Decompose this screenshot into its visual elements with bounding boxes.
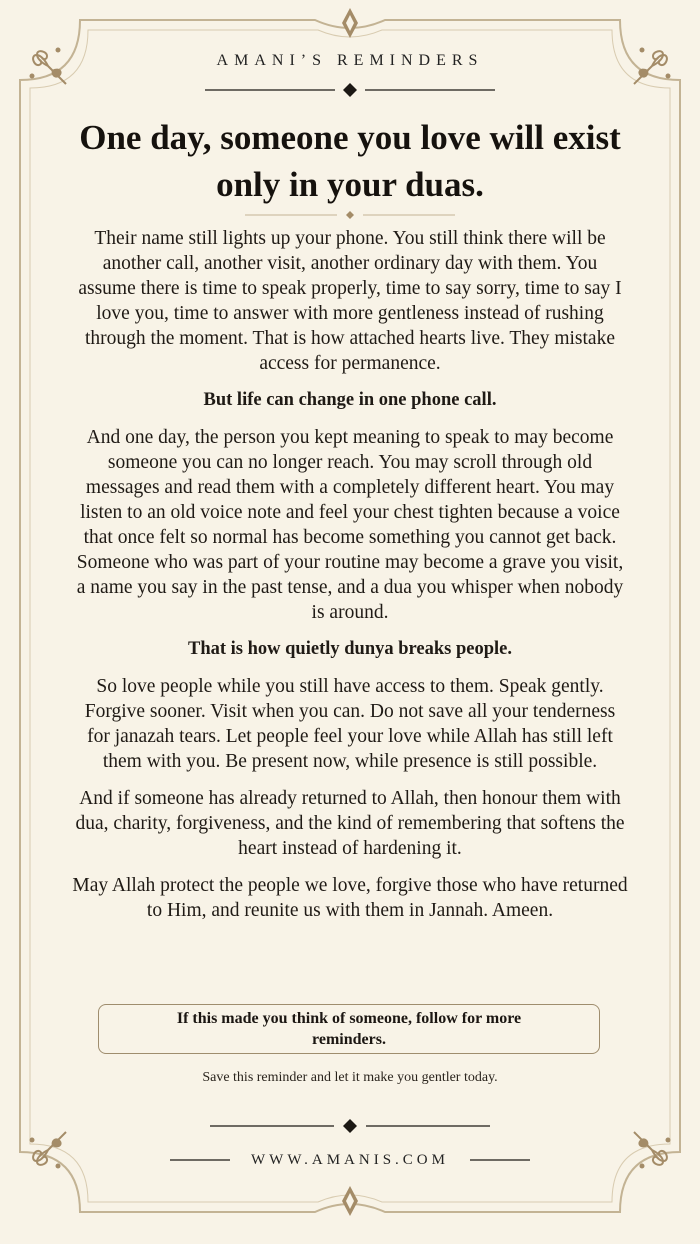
body-paragraph: And if someone has already returned to Allah, then honour them with dua, charity, forgiveness, and the kind of remembering that softens the heart instead of hardening it. <box>75 788 625 859</box>
diamond-ornament-icon <box>336 6 364 40</box>
brand-title: AMANI’S REMINDERS <box>216 52 484 69</box>
emphasis-line: That is how quietly dunya breaks people. <box>187 639 512 659</box>
diamond-divider-icon <box>210 1116 490 1136</box>
follow-cta-text: If this made you think of someone, follow for more reminders. <box>176 1010 522 1048</box>
body-paragraph: So love people while you still have access to them. Speak gently. Forgive sooner. Visit when you can. Do not save all your tenderness for janazah tears. Let people feel your love while Allah has still left them with you. Be present now, while presence is still possible. <box>84 676 616 772</box>
diamond-divider-icon <box>245 208 455 222</box>
body-paragraph: May Allah protect the people we love, forgive those who have returned to Him, and reunite us with them in Jannah. Ameen. <box>72 875 628 921</box>
website-url: WWW.AMANIS.COM <box>251 1152 449 1168</box>
follow-cta-box <box>98 1004 600 1054</box>
reminder-body <box>72 226 628 935</box>
save-reminder-text: Save this reminder and let it make you gentler today. <box>202 1070 498 1085</box>
body-paragraph: And one day, the person you kept meaning to speak to may become someone you can no longer reach. You may scroll through old messages and read them with a completely different heart. You may listen to an old voice note and feel your chest tighten because a voice that once felt so normal has become something you cannot get back. Someone who was part of your routine may become a grave you visit, a name you say in the past tense, and a dua you whisper when nobody is around. <box>76 427 624 623</box>
diamond-divider-icon <box>205 80 495 100</box>
body-paragraph: Their name still lights up your phone. You still think there will be another call, another visit, another ordinary day with them. You assume there is time to speak properly, time to say sorry, time to say I love you, time to answer with more gentleness instead of rushing through the moment. That is how attached hearts live. They mistake access for permanence. <box>78 228 622 374</box>
emphasis-line: But life can change in one phone call. <box>203 390 497 410</box>
diamond-ornament-icon <box>336 1184 364 1218</box>
headline: One day, someone you love will exist only in your duas. <box>79 118 621 204</box>
